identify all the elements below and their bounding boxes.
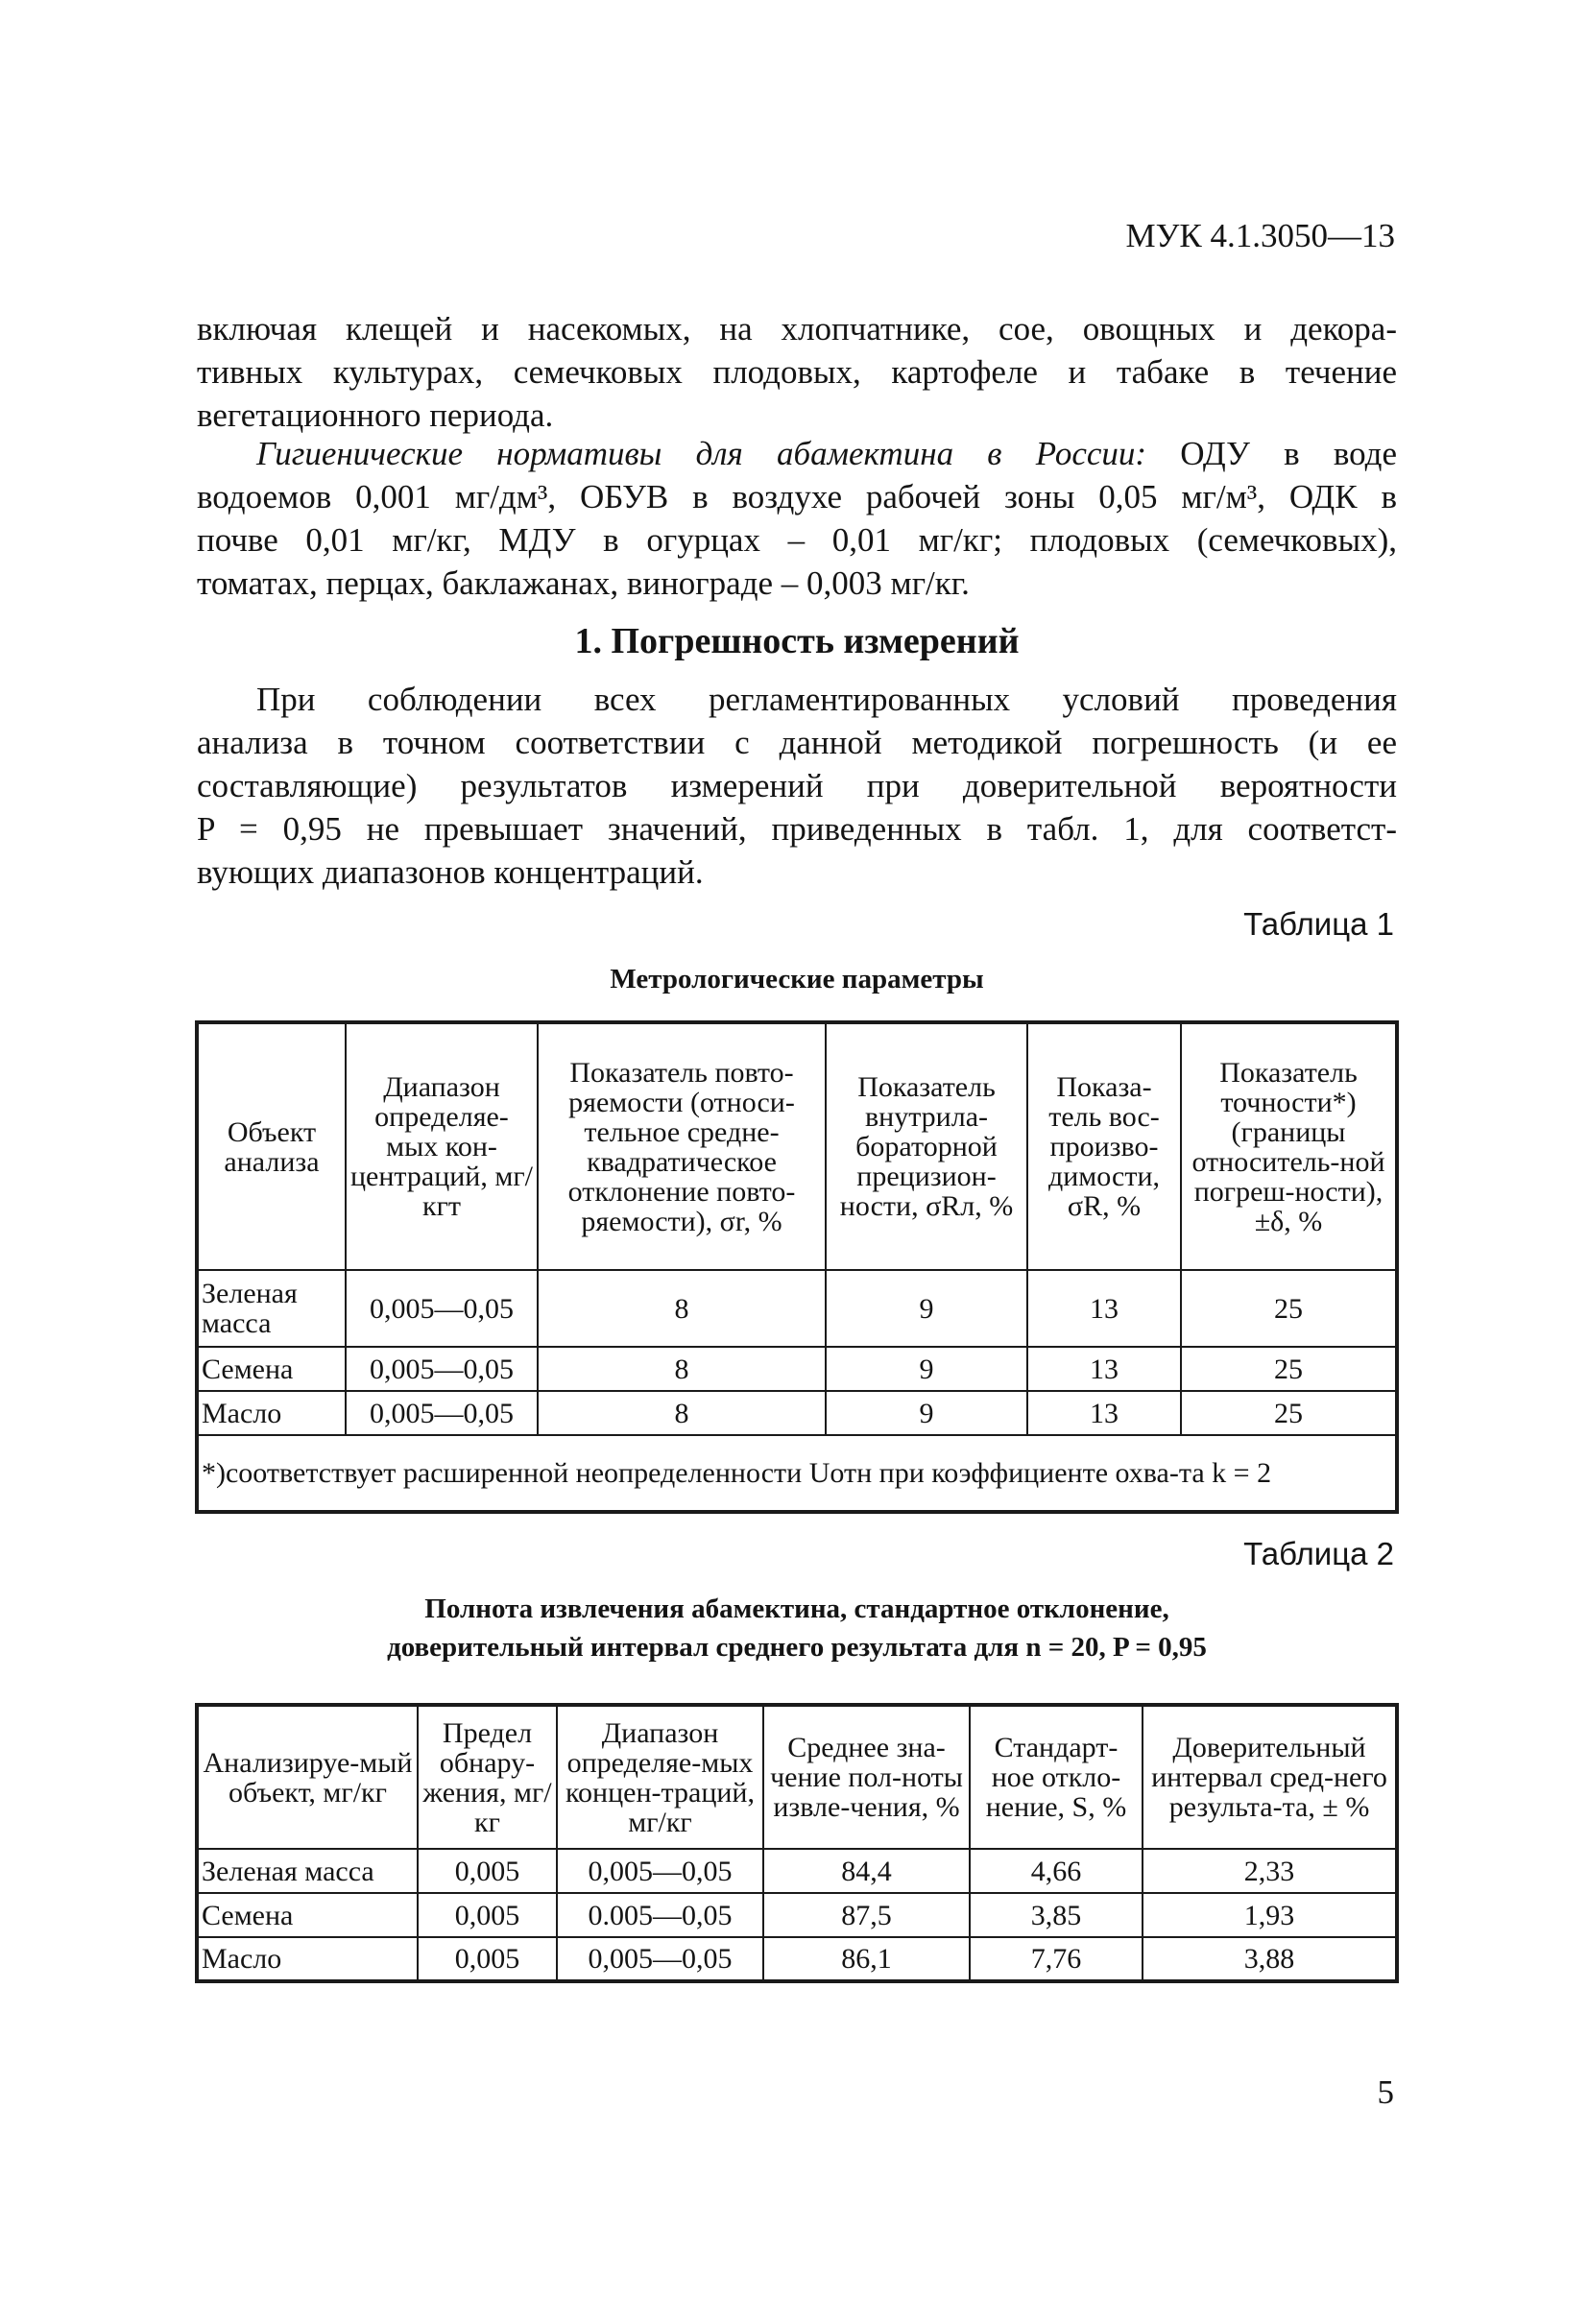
table-cell: Зеленая масса — [197, 1270, 346, 1347]
table-cell: 9 — [826, 1347, 1027, 1391]
table-cell: 9 — [826, 1270, 1027, 1347]
table1-title: Метрологические параметры — [610, 964, 984, 994]
intro-paragraph — [197, 307, 1397, 437]
column-header: Диапазон определяе-мых концен-траций, мг/кг — [557, 1705, 763, 1849]
norms-line: водоемов 0,001 мг/дм³, ОБУВ в воздухе рабочей зоны 0,05 мг/м³, ОДК в — [197, 478, 1397, 515]
column-header: Диапазон определяе-мых кон-центраций, мг/кгт — [346, 1022, 538, 1270]
table2-title-line: Полнота извлечения абамектина, стандартное отклонение, — [424, 1593, 1169, 1624]
table-row — [197, 1270, 1397, 1347]
table-row — [197, 1849, 1397, 1893]
table-cell: 13 — [1027, 1391, 1181, 1435]
table-cell: 1,93 — [1143, 1893, 1397, 1937]
table-row — [197, 1347, 1397, 1391]
table-cell: 0,005—0,05 — [557, 1937, 763, 1981]
column-header: Среднее зна-чение пол-ноты извле-чения, % — [763, 1705, 970, 1849]
table-row — [197, 1937, 1397, 1981]
table-note-row — [197, 1435, 1397, 1512]
table-cell: 4,66 — [970, 1849, 1143, 1893]
table-cell: 84,4 — [763, 1849, 970, 1893]
section1-line: вующих диапазонов концентраций. — [197, 853, 704, 891]
norms-line: почве 0,01 мг/кг, МДУ в огурцах – 0,01 мг/кг; плодовых (семечковых), — [197, 521, 1397, 559]
table-note: *)соответствует расширенной неопределенности Uотн при коэффициенте охва-та k = 2 — [197, 1435, 1397, 1512]
table-cell: 3,85 — [970, 1893, 1143, 1937]
table-cell: 7,76 — [970, 1937, 1143, 1981]
table-cell: 0,005 — [418, 1937, 557, 1981]
column-header: Доверительный интервал сред-него результа-та, ± % — [1143, 1705, 1397, 1849]
norms-line — [197, 432, 1397, 475]
table-cell: 9 — [826, 1391, 1027, 1435]
table-cell: 25 — [1181, 1270, 1397, 1347]
intro-line: включая клещей и насекомых, на хлопчатнике, сое, овощных и декора- — [197, 310, 1397, 347]
column-header: Предел обнару-жения, мг/кг — [418, 1705, 557, 1849]
section1-line: анализа в точном соответствии с данной методикой погрешность (и ее — [197, 724, 1397, 761]
intro-line: вегетационного периода. — [197, 396, 554, 434]
table-cell: 13 — [1027, 1270, 1181, 1347]
table-cell: 0,005—0,05 — [557, 1849, 763, 1893]
intro-line: тивных культурах, семечковых плодовых, картофеле и табаке в течение — [197, 353, 1397, 391]
metrology-table — [195, 1020, 1399, 1514]
column-header: Стандарт-ное откло-нение, S, % — [970, 1705, 1143, 1849]
table-header-row — [197, 1705, 1397, 1849]
table-cell: 25 — [1181, 1391, 1397, 1435]
table-cell: 0,005 — [418, 1849, 557, 1893]
table-cell: Семена — [197, 1893, 418, 1937]
table-cell: 3,88 — [1143, 1937, 1397, 1981]
column-header: Объект анализа — [197, 1022, 346, 1270]
column-header: Показа-тель вос-произво-димости, σR, % — [1027, 1022, 1181, 1270]
column-header: Показатель повто-ряемости (относи-тельное средне-квадратическое отклонение повто-ряемости), σr, % — [538, 1022, 826, 1270]
column-header: Показатель точности*) (границы относитель-ной погреш-ности), ±δ, % — [1181, 1022, 1397, 1270]
table-cell: Масло — [197, 1391, 346, 1435]
section1-paragraph — [197, 678, 1397, 894]
table-header-row — [197, 1022, 1397, 1270]
table1-label: Таблица 1 — [1243, 906, 1394, 942]
norms-line1-rest: ОДУ в воде — [1146, 435, 1397, 472]
table-cell: 8 — [538, 1347, 826, 1391]
document-code: МУК 4.1.3050—13 — [1125, 217, 1395, 254]
section1-line: P = 0,95 не превышает значений, приведенных в табл. 1, для соответст- — [197, 810, 1397, 848]
section1-line: При соблюдении всех регламентированных условий проведения — [256, 681, 1397, 718]
table-row — [197, 1893, 1397, 1937]
table-cell: 8 — [538, 1270, 826, 1347]
table-cell: 0,005—0,05 — [346, 1270, 538, 1347]
table-cell: Семена — [197, 1347, 346, 1391]
section1-line: составляющие) результатов измерений при доверительной вероятности — [197, 767, 1397, 804]
table-cell: 2,33 — [1143, 1849, 1397, 1893]
table2-title-line: доверительный интервал среднего результата для n = 20, P = 0,95 — [387, 1632, 1207, 1663]
norms-label: Гигиенические нормативы для абамектина в России: — [256, 435, 1147, 472]
extraction-table — [195, 1703, 1399, 1983]
norms-paragraph — [197, 432, 1397, 605]
norms-line: томатах, перцах, баклажанах, винограде – 0,003 мг/кг. — [197, 564, 970, 602]
table-cell: 0.005—0,05 — [557, 1893, 763, 1937]
table-cell: 0,005—0,05 — [346, 1347, 538, 1391]
page-number: 5 — [1377, 2073, 1394, 2111]
table-cell: 13 — [1027, 1347, 1181, 1391]
table-row — [197, 1391, 1397, 1435]
table-cell: 25 — [1181, 1347, 1397, 1391]
table-cell: 87,5 — [763, 1893, 970, 1937]
table2-title — [197, 1590, 1397, 1666]
table-cell: 0,005—0,05 — [346, 1391, 538, 1435]
section-title: 1. Погрешность измерений — [574, 621, 1020, 661]
table2-label: Таблица 2 — [1243, 1536, 1394, 1571]
table-cell: Масло — [197, 1937, 418, 1981]
table-cell: Зеленая масса — [197, 1849, 418, 1893]
table-cell: 8 — [538, 1391, 826, 1435]
table-cell: 86,1 — [763, 1937, 970, 1981]
column-header: Показатель внутрила-бораторной прецизион-ности, σRл, % — [826, 1022, 1027, 1270]
table-cell: 0,005 — [418, 1893, 557, 1937]
column-header: Анализируе-мый объект, мг/кг — [197, 1705, 418, 1849]
